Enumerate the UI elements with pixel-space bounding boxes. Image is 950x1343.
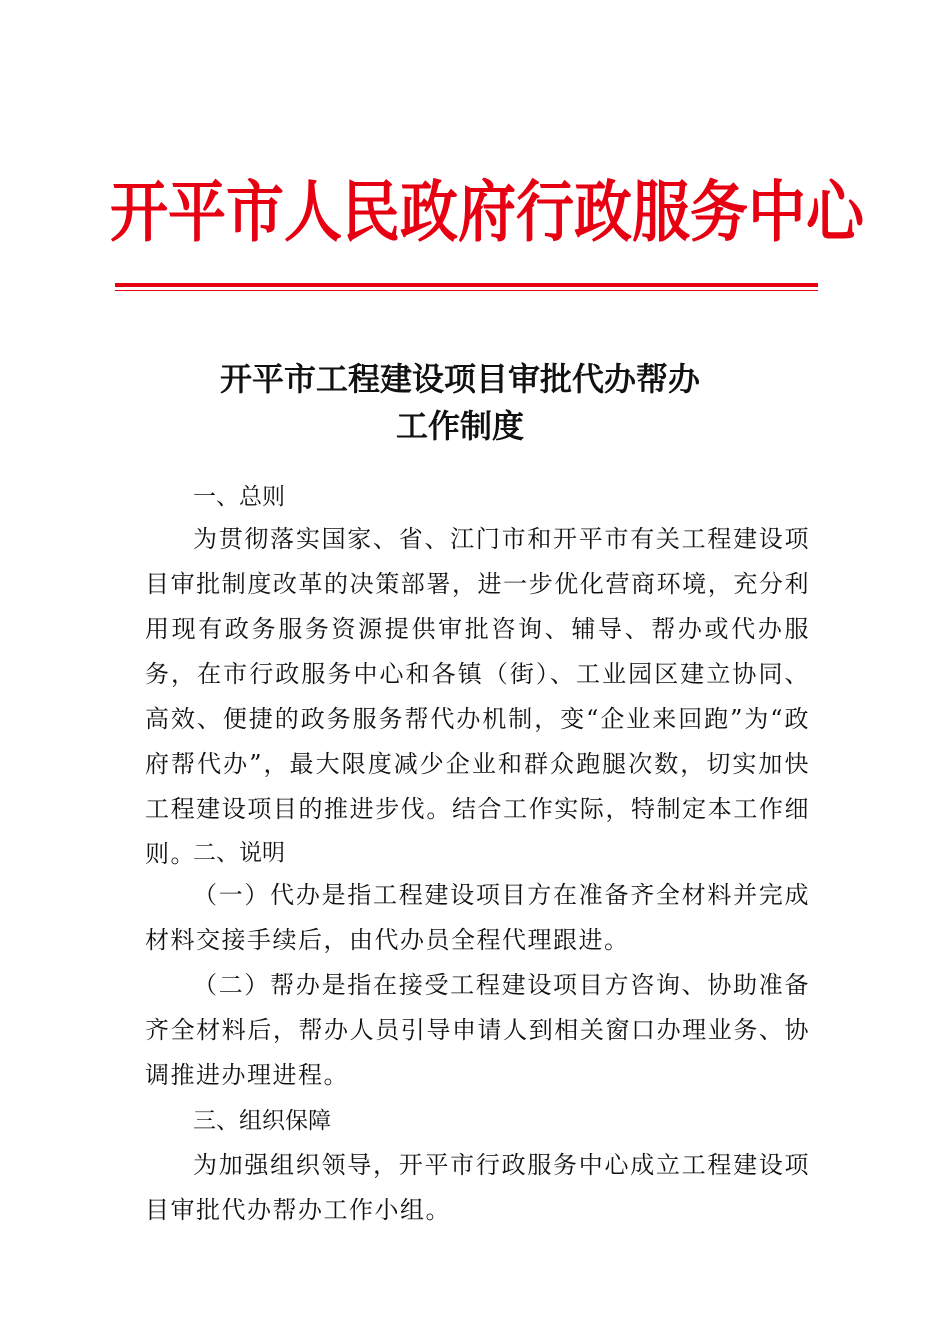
letterhead-org-name: 开平市人民政府行政服务中心 xyxy=(110,172,865,252)
document-title-line1: 开平市工程建设项目审批代办帮办 xyxy=(219,360,700,398)
letterhead-red-rule-thick xyxy=(115,283,818,287)
document-title-line2: 工作制度 xyxy=(395,407,524,445)
section-explanation-paragraph-1: （一）代办是指工程建设项目方在准备齐全材料并完成材料交接手续后，由代办员全程代理跟进。 xyxy=(145,881,810,954)
section-heading-general: 一、总则 xyxy=(193,484,285,510)
section-heading-organization: 三、组织保障 xyxy=(193,1108,331,1134)
letterhead-red-rule-thin xyxy=(115,290,818,291)
section-explanation-paragraph-2: （二）帮办是指在接受工程建设项目方咨询、协助准备齐全材料后，帮办人员引导申请人到相关窗口办理业务、协调推进办理进程。 xyxy=(145,971,810,1089)
section-general-paragraph: 为贯彻落实国家、省、江门市和开平市有关工程建设项目审批制度改革的决策部署，进一步优化营商环境，充分利用现有政务服务资源提供审批咨询、辅导、帮办或代办服务，在市行政服务中心和各镇（街）、工业园区建立协同、高效、便捷的政务服务帮代办机制，变“企业来回跑”为“政府帮代办”，最大限度减少企业和群众跑腿次数，切实加快工程建设项目的推进步伐。结合工作实际，特制定本工作细则。 xyxy=(145,525,810,868)
section-heading-explanation: 二、说明 xyxy=(193,840,285,866)
section-organization-paragraph: 为加强组织领导，开平市行政服务中心成立工程建设项目审批代办帮办工作小组。 xyxy=(145,1151,810,1224)
